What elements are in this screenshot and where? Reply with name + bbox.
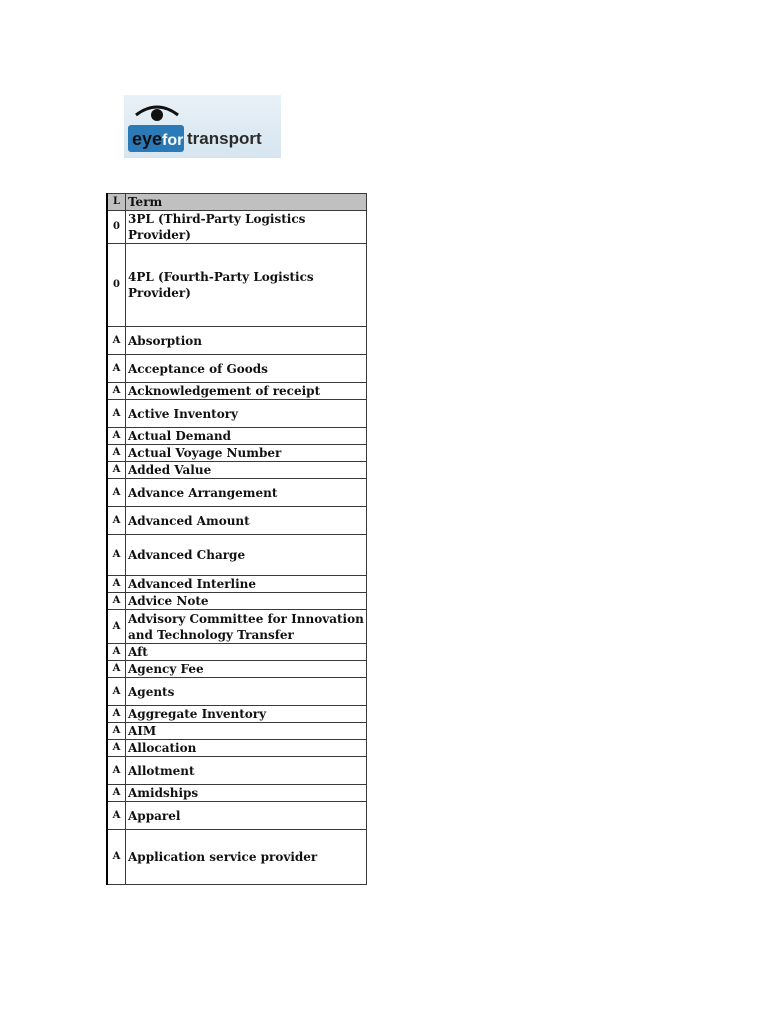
row-letter: A	[107, 678, 126, 706]
logo-text-transport: transport	[187, 129, 262, 148]
row-term: Aggregate Inventory	[126, 706, 367, 723]
row-letter: A	[107, 445, 126, 462]
row-term: Acknowledgement of receipt	[126, 383, 367, 400]
eyefortransport-logo	[124, 95, 281, 158]
row-letter: A	[107, 462, 126, 479]
table-row	[107, 507, 367, 535]
row-letter: A	[107, 327, 126, 355]
table-row	[107, 211, 367, 244]
row-letter: A	[107, 383, 126, 400]
row-term: AIM	[126, 723, 367, 740]
table-row	[107, 661, 367, 678]
table-row	[107, 757, 367, 785]
row-letter: A	[107, 576, 126, 593]
table-row	[107, 740, 367, 757]
row-term: Actual Voyage Number	[126, 445, 367, 462]
table-row	[107, 445, 367, 462]
row-term: Apparel	[126, 802, 367, 830]
row-term: Acceptance of Goods	[126, 355, 367, 383]
table-row	[107, 576, 367, 593]
row-term: Agents	[126, 678, 367, 706]
logo-text-eye: eye	[132, 129, 163, 149]
row-letter: A	[107, 644, 126, 661]
row-term: Absorption	[126, 327, 367, 355]
row-letter: A	[107, 757, 126, 785]
row-term: Aft	[126, 644, 367, 661]
row-term: Advanced Charge	[126, 535, 367, 576]
row-letter: A	[107, 706, 126, 723]
row-letter: A	[107, 723, 126, 740]
row-term: Advanced Amount	[126, 507, 367, 535]
row-letter: A	[107, 610, 126, 644]
row-term: Advanced Interline	[126, 576, 367, 593]
row-term: 3PL (Third-Party Logistics Provider)	[126, 211, 367, 244]
row-letter: A	[107, 802, 126, 830]
table-row	[107, 644, 367, 661]
glossary-table	[106, 193, 367, 885]
row-letter: A	[107, 740, 126, 757]
table-row	[107, 785, 367, 802]
row-term: Application service provider	[126, 830, 367, 885]
table-row	[107, 535, 367, 576]
table-row	[107, 802, 367, 830]
row-term: 4PL (Fourth-Party Logistics Provider)	[126, 244, 367, 327]
table-row	[107, 428, 367, 445]
row-term: Advice Note	[126, 593, 367, 610]
row-term: Added Value	[126, 462, 367, 479]
row-term: Actual Demand	[126, 428, 367, 445]
table-row	[107, 830, 367, 885]
row-letter: A	[107, 535, 126, 576]
table-row	[107, 479, 367, 507]
logo-graphic	[124, 95, 281, 158]
logo-text-for: for	[162, 132, 184, 149]
row-term: Allocation	[126, 740, 367, 757]
glossary-body	[107, 211, 367, 885]
row-letter: A	[107, 355, 126, 383]
table-row	[107, 244, 367, 327]
table-row	[107, 400, 367, 428]
row-term: Advisory Committee for Innovation and Technology Transfer	[126, 610, 367, 644]
row-term: Amidships	[126, 785, 367, 802]
row-letter: 0	[107, 244, 126, 327]
row-letter: 0	[107, 211, 126, 244]
table-row	[107, 383, 367, 400]
row-letter: A	[107, 785, 126, 802]
row-letter: A	[107, 400, 126, 428]
row-letter: A	[107, 593, 126, 610]
row-term: Advance Arrangement	[126, 479, 367, 507]
row-letter: A	[107, 479, 126, 507]
table-row	[107, 706, 367, 723]
row-letter: A	[107, 507, 126, 535]
header-term: Term	[126, 194, 367, 211]
table-row	[107, 355, 367, 383]
row-term: Allotment	[126, 757, 367, 785]
header-letter: L	[107, 194, 126, 211]
row-term: Active Inventory	[126, 400, 367, 428]
table-header-row	[107, 194, 367, 211]
row-letter: A	[107, 661, 126, 678]
eye-pupil-icon	[151, 109, 163, 121]
table-row	[107, 593, 367, 610]
table-row	[107, 678, 367, 706]
table-row	[107, 462, 367, 479]
row-letter: A	[107, 428, 126, 445]
row-letter: A	[107, 830, 126, 885]
table-row	[107, 723, 367, 740]
table-row	[107, 327, 367, 355]
row-term: Agency Fee	[126, 661, 367, 678]
table-row	[107, 610, 367, 644]
